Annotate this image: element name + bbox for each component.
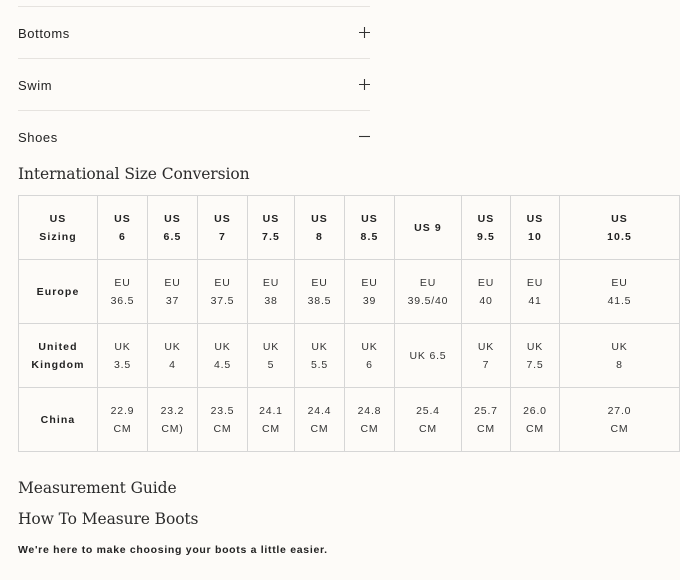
accordion-swim-label: Swim	[18, 78, 53, 93]
accordion-bottoms[interactable]	[18, 7, 370, 59]
table-cell: EU 39.5/40	[395, 260, 462, 324]
row-label: Europe	[19, 260, 98, 324]
header-cell: US Sizing	[19, 196, 98, 260]
table-cell: UK 7	[462, 324, 511, 388]
table-cell: UK 5	[248, 324, 295, 388]
measurement-guide-title: Measurement Guide	[18, 479, 177, 497]
header-cell: US 7	[198, 196, 248, 260]
table-cell: 24.4 CM	[295, 388, 345, 452]
table-cell: 23.5 CM	[198, 388, 248, 452]
table-row-europe	[19, 260, 680, 324]
header-cell: US 9	[395, 196, 462, 260]
table-row-china	[19, 388, 680, 452]
size-conversion-table-scroll[interactable]	[18, 195, 632, 452]
header-cell: US 7.5	[248, 196, 295, 260]
header-cell: US 6.5	[148, 196, 198, 260]
table-cell: 25.7 CM	[462, 388, 511, 452]
table-cell: UK 5.5	[295, 324, 345, 388]
table-cell: EU 38	[248, 260, 295, 324]
accordion-swim[interactable]	[18, 59, 370, 111]
how-to-measure-title: How To Measure Boots	[18, 510, 199, 528]
table-row-united-kingdom	[19, 324, 680, 388]
table-header-row	[19, 196, 680, 260]
accordion-bottoms-label: Bottoms	[18, 26, 70, 41]
table-cell: 24.1 CM	[248, 388, 295, 452]
plus-icon[interactable]	[359, 27, 370, 38]
table-cell: EU 38.5	[295, 260, 345, 324]
minus-icon[interactable]	[359, 131, 370, 142]
size-conversion-title: International Size Conversion	[18, 165, 250, 183]
table-cell: 22.9 CM	[98, 388, 148, 452]
table-cell: 27.0 CM	[560, 388, 680, 452]
table-cell: 26.0 CM	[511, 388, 560, 452]
accordion-shoes-label: Shoes	[18, 130, 58, 145]
table-cell: UK 4	[148, 324, 198, 388]
row-label: United Kingdom	[19, 324, 98, 388]
table-cell: EU 37.5	[198, 260, 248, 324]
table-cell: EU 37	[148, 260, 198, 324]
header-cell: US 6	[98, 196, 148, 260]
plus-icon[interactable]	[359, 79, 370, 90]
header-cell: US 10	[511, 196, 560, 260]
header-cell: US 10.5	[560, 196, 680, 260]
table-cell: EU 41	[511, 260, 560, 324]
measurement-intro-text: We're here to make choosing your boots a little easier.	[18, 544, 328, 556]
table-cell: 25.4 CM	[395, 388, 462, 452]
table-cell: EU 40	[462, 260, 511, 324]
size-conversion-table	[18, 195, 680, 452]
table-cell: 24.8 CM	[345, 388, 395, 452]
table-cell: EU 39	[345, 260, 395, 324]
table-cell: EU 36.5	[98, 260, 148, 324]
table-cell: UK 4.5	[198, 324, 248, 388]
header-cell: US 8.5	[345, 196, 395, 260]
row-label: China	[19, 388, 98, 452]
table-cell: UK 6.5	[395, 324, 462, 388]
header-cell: US 8	[295, 196, 345, 260]
table-cell: 23.2 CM)	[148, 388, 198, 452]
accordion-shoes[interactable]	[18, 111, 370, 163]
table-cell: EU 41.5	[560, 260, 680, 324]
table-cell: UK 6	[345, 324, 395, 388]
header-cell: US 9.5	[462, 196, 511, 260]
table-cell: UK 3.5	[98, 324, 148, 388]
table-cell: UK 7.5	[511, 324, 560, 388]
table-cell: UK 8	[560, 324, 680, 388]
